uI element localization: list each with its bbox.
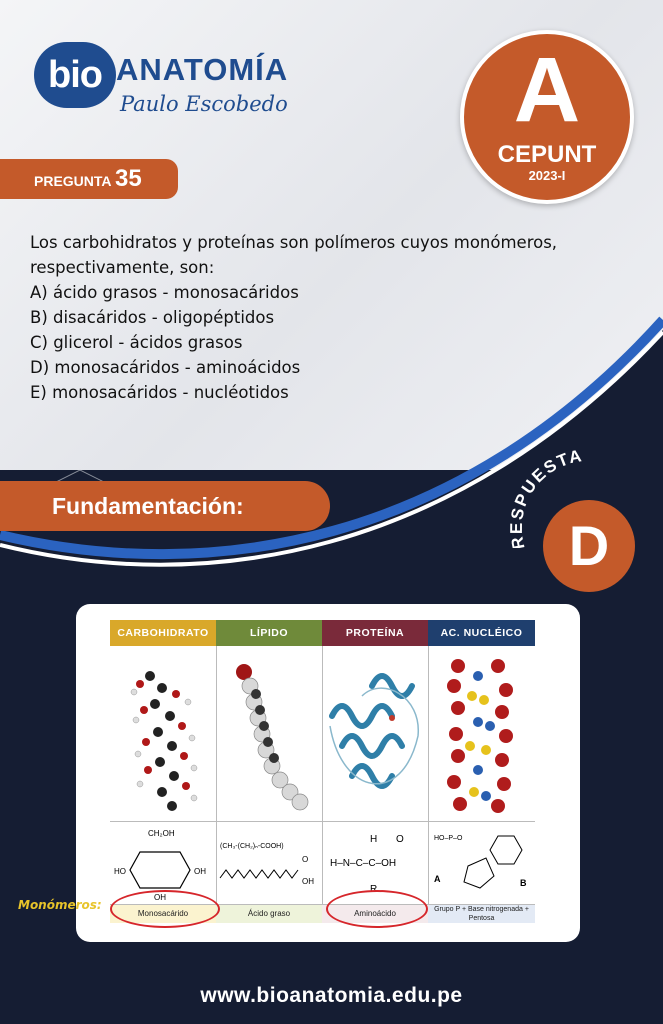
svg-text:RESPUESTA: RESPUESTA xyxy=(506,448,585,548)
dna-model xyxy=(428,646,535,822)
lipid-model xyxy=(216,646,322,822)
brand-logo xyxy=(34,42,294,132)
monomer-lipido: Ácido graso xyxy=(216,905,322,923)
column-acido-nucleico xyxy=(428,620,535,922)
svg-text:H: H xyxy=(370,834,378,845)
fundamentacion-heading: Fundamentación: xyxy=(0,481,330,531)
header-carbohidrato: CARBOHIDRATO xyxy=(110,620,216,646)
exam-version-letter: A xyxy=(513,39,581,141)
question-label: PREGUNTA xyxy=(34,173,112,189)
column-carbohidrato xyxy=(110,620,217,922)
svg-text:(CH₃-(CH₂)ₙ-COOH): (CH₃-(CH₂)ₙ-COOH) xyxy=(220,843,284,850)
website-url[interactable]: www.bioanatomia.edu.pe xyxy=(200,984,463,1007)
svg-text:O: O xyxy=(302,855,309,864)
question-body xyxy=(30,230,630,405)
exam-name: CEPUNT xyxy=(497,141,597,168)
logo-bio: bio xyxy=(34,42,116,108)
svg-text:HO–P–O: HO–P–O xyxy=(434,835,463,842)
svg-text:HO: HO xyxy=(114,867,126,876)
svg-text:H–N–C–C–OH: H–N–C–C–OH xyxy=(330,858,397,869)
question-stem: Los carbohidratos y proteínas son polímeros cuyos monómeros, xyxy=(30,233,558,252)
svg-text:OH: OH xyxy=(154,893,166,902)
svg-text:O: O xyxy=(396,834,404,845)
option-d: D) monosacáridos - aminoácidos xyxy=(30,358,301,377)
highlight-monosacarido xyxy=(110,890,220,928)
monomers-label: Monómeros: xyxy=(18,898,102,912)
monomer-acido-nucleico: Grupo P + Base nitrogenada + Pentosa xyxy=(428,905,535,923)
svg-text:A: A xyxy=(434,874,441,884)
answer-letter: D xyxy=(543,500,635,592)
macromolecule-table xyxy=(110,620,535,922)
exam-year: 2023-I xyxy=(528,168,566,183)
question-tab xyxy=(0,159,178,199)
lipid-formula xyxy=(216,822,322,905)
question-number: 35 xyxy=(115,165,142,192)
column-lipido xyxy=(216,620,323,922)
option-e: E) monosacáridos - nucléotidos xyxy=(30,383,289,402)
svg-text:CH₂OH: CH₂OH xyxy=(148,829,175,838)
answer-badge xyxy=(505,448,655,598)
header-lipido: LÍPIDO xyxy=(216,620,322,646)
option-b: B) disacáridos - oligopéptidos xyxy=(30,308,275,327)
option-a: A) ácido grasos - monosacáridos xyxy=(30,283,299,302)
exam-badge xyxy=(460,30,634,204)
svg-text:B: B xyxy=(520,878,527,888)
option-c: C) glicerol - ácidos grasos xyxy=(30,333,243,352)
monomer-proteina: Aminoácido xyxy=(322,905,428,923)
logo-author: Paulo Escobedo xyxy=(120,92,288,116)
logo-name: ANATOMÍA xyxy=(116,52,289,87)
highlight-aminoacido xyxy=(326,890,428,928)
column-proteina xyxy=(322,620,429,922)
monomer-carbohidrato: Monosacárido xyxy=(110,905,216,923)
svg-text:OH: OH xyxy=(302,877,314,886)
nucleotide-formula xyxy=(428,822,535,905)
header-proteina: PROTEÍNA xyxy=(322,620,428,646)
svg-text:R: R xyxy=(370,884,378,895)
protein-model xyxy=(322,646,428,822)
svg-text:OH: OH xyxy=(194,867,206,876)
header-acido-nucleico: AC. NUCLÉICO xyxy=(428,620,535,646)
carbohydrate-model xyxy=(110,646,216,822)
question-stem-cont: respectivamente, son: xyxy=(30,258,215,277)
